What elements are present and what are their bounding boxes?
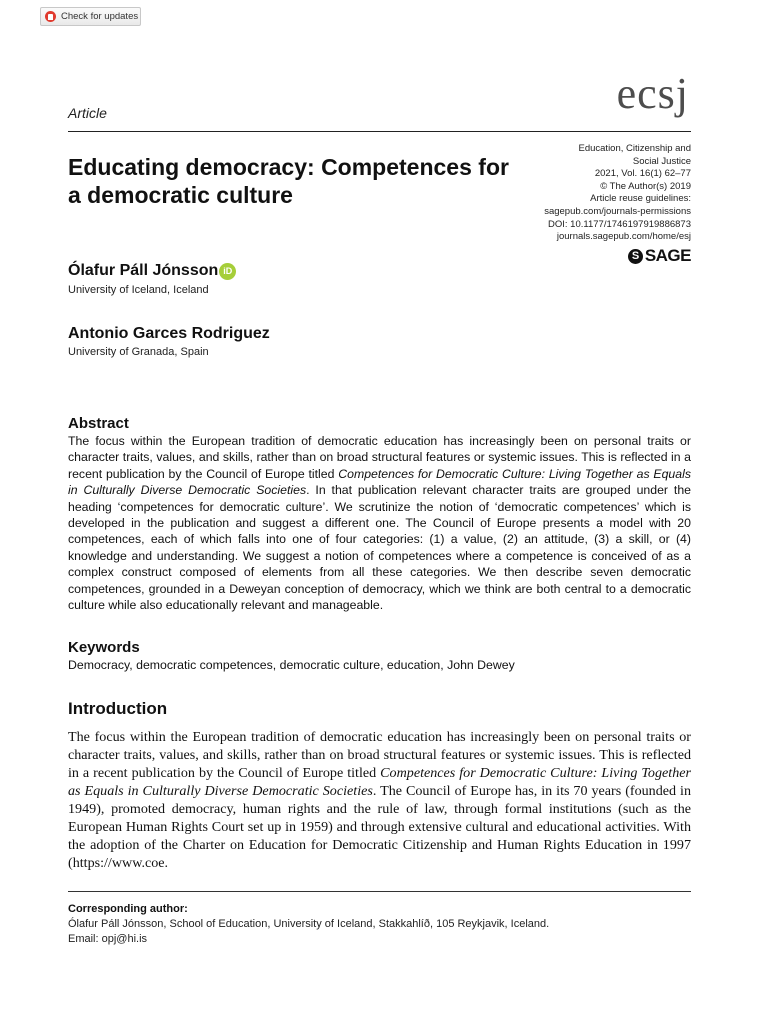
author-name: [68, 262, 236, 280]
publisher-logo: [628, 246, 691, 266]
publication-metadata: [471, 143, 691, 244]
abstract-text-part: The focus within the European tradition of democratic education has increasingly been on personal traits or character traits, values, and skills, rather than on broad structural features or systemic issues. This is reflected in a recent publication by the Council of Europe titled: [68, 434, 691, 481]
meta-journal-name-line2: Social Justice: [632, 155, 691, 167]
author-name-text: Ólafur Páll Jónsson: [68, 262, 219, 279]
abstract-heading: Abstract: [68, 415, 129, 432]
sage-s-icon: S: [628, 249, 643, 264]
meta-volume: 2021, Vol. 16(1) 62–77: [594, 168, 691, 180]
abstract-italic-title: Competences for Democratic Culture: Living Together as Equals in Culturally Diverse Democratic Societies: [68, 466, 691, 498]
meta-journal-name-line1: Education, Citizenship and: [578, 143, 691, 154]
orcid-icon[interactable]: iD: [219, 263, 236, 280]
abstract-text: [68, 433, 691, 613]
author-affiliation: University of Iceland, Iceland: [68, 284, 209, 296]
footnote-divider: [68, 891, 691, 892]
meta-journal-link[interactable]: journals.sagepub.com/home/esj: [556, 231, 691, 243]
crossmark-icon: [45, 11, 56, 22]
corresponding-author-address: Ólafur Páll Jónsson, School of Education, University of Iceland, Stakkahlíð, 105 Reykjavik, Iceland.: [68, 918, 550, 930]
publisher-name: SAGE: [644, 246, 691, 265]
intro-text-part: The focus within the European tradition of democratic education has increasingly been on personal traits or character traits, values, and skills, rather than on broad structural features or systemic issues. This is reflected in a recent publication by the Council of Europe titled: [68, 729, 691, 781]
keywords-text: Democracy, democratic competences, democratic culture, education, John Dewey: [68, 658, 515, 672]
meta-doi[interactable]: DOI: 10.1177/1746197919886873: [548, 218, 691, 230]
journal-logo: ecsj: [616, 69, 689, 118]
corresponding-author-label: Corresponding author:: [68, 903, 188, 915]
author-affiliation: University of Granada, Spain: [68, 346, 209, 358]
corresponding-author-email[interactable]: Email: opj@hi.is: [68, 933, 148, 945]
check-for-updates-button[interactable]: [40, 7, 141, 26]
intro-text-part: . The Council of Europe has, in its 70 years (founded in 1949), promoted democracy, human rights and the rule of law, through formal institutions (such as the European Human Rights Court set up in 1959) and through extensive cultural and educational activities. With the adoption of the Charter on Education for Democratic Citizenship and Human Rights Education in 1997 (https://www.coe.: [68, 783, 691, 871]
author-name: Antonio Garces Rodriguez: [68, 325, 270, 342]
article-type-label: Article: [68, 105, 107, 121]
intro-italic-title: Competences for Democratic Culture: Living Together as Equals in Culturally Diverse Democratic Societies: [68, 765, 691, 799]
introduction-heading: Introduction: [68, 699, 168, 718]
keywords-heading: Keywords: [68, 639, 140, 656]
introduction-text: [68, 728, 691, 872]
meta-permissions-link[interactable]: sagepub.com/journals-permissions: [544, 205, 691, 217]
header-divider: [68, 131, 691, 132]
abstract-text-part: . In that publication relevant character traits are grouped under the heading ‘competences for democratic culture’. We scrutinize the notion of ‘democratic competences’ which is developed in the publication and suggest a different one. The Council of Europe presents a model with 20 competences, each of which falls into one of four categories: (1) a value, (2) an attitude, (3) a skill, or (4) knowledge and understanding. We suggest a notion of competences where a competence is conceived of as a complex construct composed of elements from all these categories. We then describe seven democratic competences, grounded in a Deweyan conception of democracy, which we think are both central to a democratic culture while also educationally relevant and manageable.: [68, 483, 691, 613]
meta-reuse-label: Article reuse guidelines:: [590, 193, 691, 205]
check-for-updates-label: Check for updates: [61, 11, 139, 22]
article-title: Educating democracy: Competences for a democratic culture: [68, 154, 509, 208]
meta-copyright: © The Author(s) 2019: [600, 180, 691, 192]
